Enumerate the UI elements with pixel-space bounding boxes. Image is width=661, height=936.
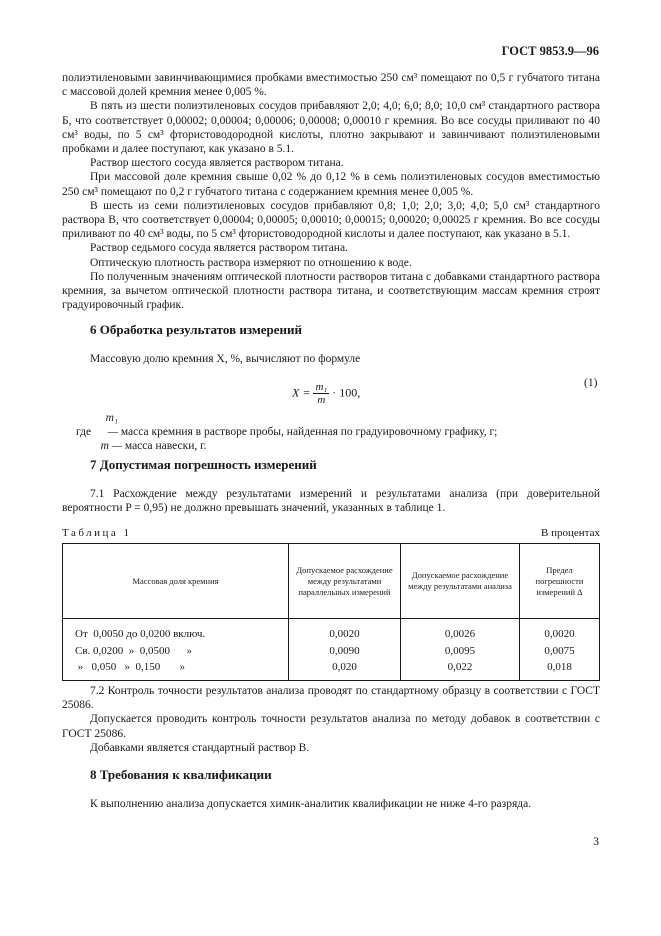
formula: X = $\frac{\text{m₁}}{m}$ · 100, xyxy=(292,381,361,406)
paragraph: Оптическую плотность раствора измеряют по отношению к воде. xyxy=(90,256,412,269)
paragraph: По полученным значениям оптической плотности растворов титана с добавками стандартного раствора кремния, за вычетом оптической плотности раствора титана, и соответствующим массам кремния строят градуировочный график. xyxy=(62,270,600,312)
paragraph: полиэтиленовыми завинчивающимися пробками вместимостью 250 см³ помещают по 0,5 г губчатого титана с массовой долей кремния менее 0,005 %. xyxy=(62,72,600,99)
paragraph: Раствор шестого сосуда является раствором титана. xyxy=(90,157,344,170)
table-header: Допускаемое расхождение между результатами анализа xyxy=(401,544,520,619)
table-unit: В процентах xyxy=(541,527,600,539)
table-row: » 0,050 » 0,150 » 0,020 0,022 0,018 xyxy=(63,659,600,680)
section-7-1: 7.1 Расхождение между результатами измерений и результатами анализа (при доверительной вероятности P = 0,95) не должно превышать значений, указанных в таблице 1. xyxy=(62,488,600,515)
section-7-2: 7.2 Контроль точности результатов анализа проводят по стандартному образцу в соответствии с ГОСТ 25086. Допускается проводить контроль точности результатов анализа по методу добавок в соответствии с ГОСТ 25086. Добавками является стандартный раствор В. xyxy=(62,685,600,754)
tolerance-table xyxy=(62,543,600,681)
intro-text xyxy=(62,71,600,312)
section-8-text: К выполнению анализа допускается химик-аналитик квалификации не ниже 4-го разряда. xyxy=(90,798,532,810)
fraction: $\frac{\text{m₁}}{m}$ xyxy=(315,381,328,406)
page-number: 3 xyxy=(593,836,599,848)
where-item: где m₁ — масса кремния в растворе пробы, найденная по градуировочному графику, г; xyxy=(76,412,498,438)
table-caption: Таблица 1 xyxy=(62,527,132,539)
table-header: Предел погрешности измерений Δ xyxy=(520,544,600,619)
formula-number: (1) xyxy=(584,377,598,389)
section-8-heading: 8 Требования к квалификации xyxy=(90,767,272,782)
where-list xyxy=(76,411,497,453)
section-6-intro: Массовую долю кремния X, %, вычисляют по формуле xyxy=(90,353,361,365)
section-6-heading: 6 Обработка результатов измерений xyxy=(90,322,302,337)
paragraph: В шесть из семи полиэтиленовых сосудов прибавляют 0,8; 1,0; 2,0; 3,0; 4,0; 5,0 см³ стандартного раствора В, что соответствует 0,00004; 0,00005; 0,00010; 0,00015; 0,00020; 0,00025 г кремния. Во все сосуды приливают по 40 см³ воды, по 5 см³ фтористоводородной кислоты и далее поступают, как указано в 5.1. xyxy=(62,199,600,241)
table-row: От 0,0050 до 0,0200 включ. 0,0020 0,0026 0,0020 xyxy=(63,626,600,643)
section-7-heading: 7 Допустимая погрешность измерений xyxy=(90,457,317,472)
where-item: m — масса навески, г. xyxy=(100,440,207,452)
paragraph: В пять из шести полиэтиленовых сосудов прибавляют 2,0; 4,0; 6,0; 8,0; 10,0 см³ стандартного раствора Б, что соответствует 0,00002; 0,00004; 0,00006; 0,00008; 0,00010 г кремния. Во все сосуды приливают по 40 см³ воды, по 5 см³ фтористоводородной кислоты, плотно закрывают и завинчивают полиэтиленовыми пробками и далее поступают, как указано в 5.1. xyxy=(62,100,600,156)
table-row: Св. 0,0200 » 0,0500 » 0,0090 0,0095 0,0075 xyxy=(63,643,600,660)
table-header: Допускаемое расхождение между результатами параллельных измерений xyxy=(289,544,401,619)
table-header: Массовая доля кремния xyxy=(63,544,289,619)
paragraph: Раствор седьмого сосуда является раствором титана. xyxy=(90,242,348,255)
document-id: ГОСТ 9853.9—96 xyxy=(501,44,599,58)
paragraph: При массовой доле кремния свыше 0,02 % до 0,12 % в семь полиэтиленовых сосудов вместимостью 250 см³ помещают по 0,2 г губчатого титана с содержанием кремния менее 0,005 %. xyxy=(62,171,600,198)
